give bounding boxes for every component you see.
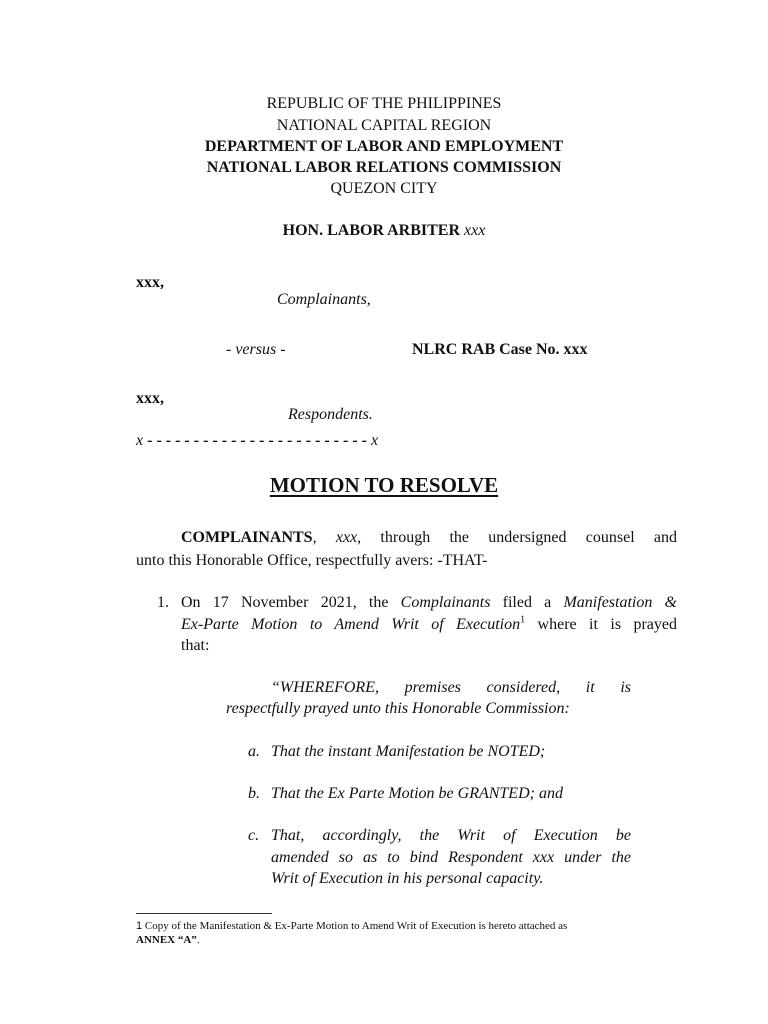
item-1-text-a: On 17 November 2021, the	[181, 594, 401, 611]
document-title: MOTION TO RESOLVE	[269, 473, 499, 497]
intro-comma: ,	[312, 529, 317, 546]
item-1-line-2	[181, 613, 677, 637]
labor-arbiter-line	[0, 220, 768, 241]
header-region: NATIONAL CAPITAL REGION	[276, 117, 492, 134]
intro-rest: , through the undersigned counsel and	[357, 529, 678, 546]
item-1-motion-title: Ex-Parte Motion to Amend Writ of Execution	[181, 616, 521, 633]
arbiter-name: xxx	[464, 222, 486, 239]
footnote-line-2	[136, 934, 200, 947]
header-republic: REPUBLIC OF THE PHILIPPINES	[266, 95, 502, 112]
complainant-role: Complainants,	[277, 291, 371, 308]
complainant-name: xxx,	[136, 274, 164, 291]
arbiter-label: HON. LABOR ARBITER	[282, 222, 461, 239]
item-1-line-1	[181, 591, 677, 615]
separator-dashes: - - - - - - - - - - - - - - - - - - - - - - - -	[147, 432, 367, 449]
intro-name: xxx	[335, 529, 358, 546]
quote-line-1: “WHEREFORE, premises considered, it is	[271, 679, 631, 696]
item-1-complainants: Complainants	[400, 594, 491, 611]
caption-separator	[136, 430, 378, 451]
quote-c-line-3: Writ of Execution in his personal capacity.	[271, 870, 544, 887]
versus-label: - versus -	[226, 341, 286, 358]
quote-a-text: That the instant Manifestation be NOTED;	[271, 743, 546, 760]
footnote-line-1	[136, 920, 567, 933]
quote-a-label: a.	[248, 743, 260, 760]
respondent-name: xxx,	[136, 390, 164, 407]
case-number: NLRC RAB Case No. xxx	[412, 341, 588, 358]
footnote-number: 1	[136, 920, 143, 932]
header-commission: NATIONAL LABOR RELATIONS COMMISSION	[206, 159, 562, 176]
quote-b-text: That the Ex Parte Motion be GRANTED; and	[271, 785, 563, 802]
item-1-manifestation: Manifestation &	[563, 594, 677, 611]
intro-party: COMPLAINANTS	[181, 529, 313, 546]
intro-line-2: unto this Honorable Office, respectfully avers: -THAT-	[136, 552, 488, 569]
separator-end: x	[370, 432, 379, 449]
footnote-ref: 1	[520, 614, 526, 626]
separator-start: x	[136, 432, 144, 449]
item-1-text-b: filed a	[490, 594, 564, 611]
footnote-text: Copy of the Manifestation & Ex-Parte Motion to Amend Writ of Execution is hereto attached as	[142, 920, 568, 932]
header-department: DEPARTMENT OF LABOR AND EMPLOYMENT	[204, 138, 564, 155]
footnote-end: .	[196, 934, 200, 946]
item-1-number: 1.	[157, 594, 169, 611]
quote-c-line-2: amended so as to bind Respondent xxx under the	[271, 849, 631, 866]
respondent-role: Respondents.	[288, 406, 373, 423]
header-city: QUEZON CITY	[330, 180, 438, 197]
item-1-line-3: that:	[181, 637, 210, 654]
intro-line-1	[181, 526, 677, 550]
item-1-text-c: where it is prayed	[525, 616, 678, 633]
quote-c-line-1: That, accordingly, the Writ of Execution be	[271, 827, 631, 844]
footnote-annex: ANNEX “A”	[136, 934, 197, 946]
footnote-rule	[136, 913, 272, 914]
quote-c-label: c.	[248, 827, 260, 844]
quote-b-label: b.	[248, 785, 260, 802]
quote-line-2: respectfully prayed unto this Honorable Commission:	[226, 700, 570, 717]
